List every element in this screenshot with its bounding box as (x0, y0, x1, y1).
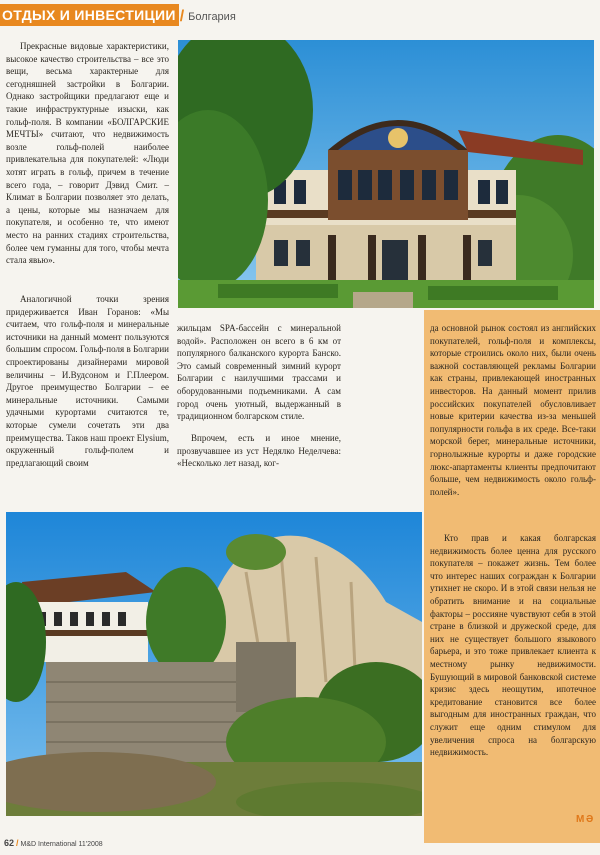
article-paragraph: Кто прав и какая болгарская недвижимость более ценна для русского покупателя – покажет жизнь. Тем более что интерес наших сограждан к Болгарии утихнет не скоро. И в этой связи нельзя не обратить внимание и на социальные факторы – россияне чувствуют себя в этой стране в близкой и дружеской среде, для них не существует большого языкового барьера, и это тоже привлекает клиента к местному рынку недвижимости. Бушующий в мировой банковской системе кризис здесь неощутим, ипотечное кредитование становится все более выгодным для иностранных граждан, что служит еще одним стимулом для увеличения спроса на болгарскую недвижимость. (430, 533, 596, 758)
end-mark-icon (576, 812, 598, 824)
article-paragraph: Аналогичной точки зрения придерживается Иван Горанов: «Мы считаем, что гольф-поля и минеральные источники на данный момент пользуются большим спросом. Гольф-поля в Болгарии спроектированы дизайнерами мировой величины – И.Вудсоном и Г.Плеером. Другое преимущество Болгарии – ее минеральные источники. Самыми удачными курортами считаются те, которые сумели сочетать эти два преимущества. Таков наш проект Elysium, окруженный гольф-полем и предлагающий своим (6, 294, 169, 468)
svg-text:M: M (576, 814, 585, 824)
article-paragraph: Прекрасные видовые характеристики, высокое качество строительства – все это вещи, весьма характерные для сегодняшней застройки в Болгарии. Однако застройщики предлагают еще и такие инфраструктурные изыски, как гольф-поля. В компании «БОЛГАРСКИЕ МЕЧТЫ» считают, что недвижимость возле гольф-полей наиболее привлекательна для покупателей: «Люди хотят играть в гольф, причем в течение всего года, – говорит Дэвид Смит. – Климат в Болгарии позволяет это делать, а цены, которые мы назначаем для покупателя, и особенно те, что имеют место на ранних стадиях строительства, более чем гуманны для того, чтобы мечта стала явью». (6, 41, 169, 266)
house-photo (178, 40, 594, 308)
publication-name: M&D International 11'2008 (20, 841, 103, 848)
page-footer (4, 838, 103, 852)
section-header (0, 0, 600, 26)
article-paragraph: жильцам SPA-бассейн с минеральной водой». Расположен он всего в 6 км от популярного балканского курорта Банско. Это самый современный зимний курорт Болгарии с наилучшими трассами и оборудованными подъемниками. А сам город очень уютный, выдержанный в традиционном болгарском стиле. (177, 323, 341, 422)
section-title: ОТДЫХ И ИНВЕСТИЦИИ (0, 4, 179, 26)
svg-text:Ə: Ə (586, 814, 594, 824)
article-paragraph: Впрочем, есть и иное мнение, прозвучавшее из уст Недялко Неделчева: «Несколько лет назад, ког- (177, 433, 341, 469)
ruins-photo (6, 512, 422, 816)
article-paragraph: да основной рынок состоял из английских покупателей, гольф-поля и комплексы, которые строились около них, были очень важной составляющей рекламы Болгарии как страны, привлекающей иностранных инвесторов. На данный момент прилив российских покупателей обусловливает новые критерии качества из-за меньшей популярности гольфа в их среде. Все-таки морской берег, минеральные источники, горнолыжные курорты и даже городские люкс-апартаменты клиенты предпочитают больше, чем недвижимость около гольф-полей». (430, 323, 596, 497)
country-label: Болгария (188, 11, 236, 23)
page-number: 62 (4, 838, 15, 848)
header-separator: / (179, 8, 185, 25)
footer-separator: / (16, 838, 19, 848)
